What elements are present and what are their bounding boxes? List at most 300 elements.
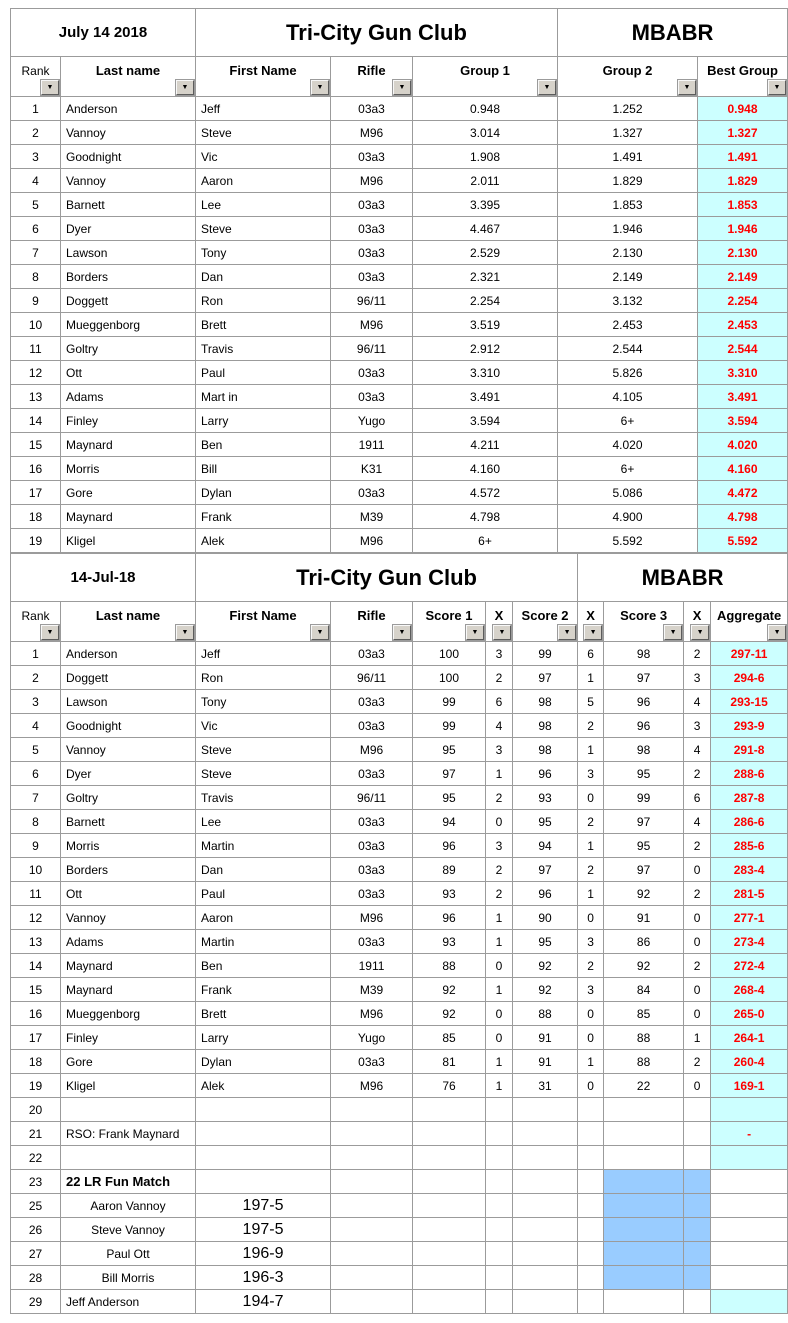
cell-group-1[interactable]: 2.321 <box>413 265 558 289</box>
cell-last-name[interactable]: Vannoy <box>61 738 196 762</box>
cell-rank[interactable]: 26 <box>11 1218 61 1242</box>
cell-rifle[interactable]: 03a3 <box>331 930 413 954</box>
cell-score-3[interactable]: 84 <box>604 978 684 1002</box>
cell-rank[interactable]: 19 <box>11 529 61 553</box>
cell-score-1[interactable]: 100 <box>413 642 486 666</box>
cell-score-3[interactable]: 92 <box>604 882 684 906</box>
cell-score-3[interactable]: 97 <box>604 810 684 834</box>
cell-last-name[interactable] <box>61 1146 196 1170</box>
cell-score-2[interactable]: 91 <box>513 1050 578 1074</box>
cell-x2[interactable]: 2 <box>578 714 604 738</box>
cell-x1[interactable]: 3 <box>486 738 513 762</box>
cell-rifle[interactable]: 96/11 <box>331 337 413 361</box>
cell-aggregate[interactable]: 288-6 <box>711 762 788 786</box>
cell-first-name[interactable]: Ben <box>196 433 331 457</box>
cell-rifle[interactable]: 03a3 <box>331 642 413 666</box>
cell-score-3[interactable] <box>604 1122 684 1146</box>
cell-rank[interactable]: 17 <box>11 481 61 505</box>
cell-last-name[interactable]: Aaron Vannoy <box>61 1194 196 1218</box>
filter-button[interactable] <box>176 625 194 640</box>
cell-score-2[interactable]: 91 <box>513 1026 578 1050</box>
cell-rifle[interactable] <box>331 1290 413 1314</box>
filter-button[interactable] <box>393 80 411 95</box>
cell-rifle[interactable]: 03a3 <box>331 762 413 786</box>
cell-x1[interactable]: 1 <box>486 906 513 930</box>
cell-aggregate[interactable] <box>711 1146 788 1170</box>
cell-score-2[interactable]: 95 <box>513 810 578 834</box>
cell-last-name[interactable]: Anderson <box>61 97 196 121</box>
cell-aggregate[interactable]: 260-4 <box>711 1050 788 1074</box>
cell-rank[interactable]: 2 <box>11 666 61 690</box>
cell-group-1[interactable]: 3.519 <box>413 313 558 337</box>
cell-score-1[interactable]: 92 <box>413 1002 486 1026</box>
cell-group-2[interactable]: 2.149 <box>558 265 698 289</box>
cell-score-1[interactable] <box>413 1098 486 1122</box>
cell-last-name[interactable]: Ott <box>61 882 196 906</box>
cell-aggregate[interactable]: 268-4 <box>711 978 788 1002</box>
column-header-rank[interactable] <box>11 57 61 97</box>
cell-last-name[interactable]: Morris <box>61 834 196 858</box>
filter-button[interactable] <box>311 80 329 95</box>
cell-rank[interactable]: 6 <box>11 217 61 241</box>
cell-x2[interactable] <box>578 1242 604 1266</box>
cell-score-3[interactable] <box>604 1242 684 1266</box>
filter-button[interactable] <box>493 625 511 640</box>
cell-rifle[interactable]: 96/11 <box>331 786 413 810</box>
cell-score-3[interactable]: 85 <box>604 1002 684 1026</box>
column-header-rifle[interactable] <box>331 602 413 642</box>
cell-score-1[interactable]: 89 <box>413 858 486 882</box>
cell-score-3[interactable] <box>604 1146 684 1170</box>
cell-x3[interactable]: 2 <box>684 1050 711 1074</box>
cell-x1[interactable] <box>486 1170 513 1194</box>
cell-x3[interactable]: 4 <box>684 738 711 762</box>
cell-x3[interactable]: 0 <box>684 906 711 930</box>
cell-best-group[interactable]: 3.491 <box>698 385 788 409</box>
cell-x1[interactable] <box>486 1098 513 1122</box>
cell-x2[interactable]: 5 <box>578 690 604 714</box>
cell-group-1[interactable]: 4.467 <box>413 217 558 241</box>
cell-group-2[interactable]: 3.132 <box>558 289 698 313</box>
cell-group-1[interactable]: 0.948 <box>413 97 558 121</box>
column-header-best-group[interactable] <box>698 57 788 97</box>
cell-last-name[interactable]: Bill Morris <box>61 1266 196 1290</box>
cell-rifle[interactable]: M39 <box>331 505 413 529</box>
cell-score-1[interactable]: 99 <box>413 690 486 714</box>
cell-group-2[interactable]: 4.105 <box>558 385 698 409</box>
cell-score-2[interactable]: 99 <box>513 642 578 666</box>
cell-group-2[interactable]: 1.327 <box>558 121 698 145</box>
column-header-score-1[interactable] <box>413 602 486 642</box>
cell-x2[interactable] <box>578 1122 604 1146</box>
cell-score-2[interactable]: 93 <box>513 786 578 810</box>
cell-group-1[interactable]: 4.572 <box>413 481 558 505</box>
cell-rifle[interactable] <box>331 1218 413 1242</box>
cell-last-name[interactable]: Maynard <box>61 978 196 1002</box>
cell-x2[interactable]: 0 <box>578 1026 604 1050</box>
cell-score-1[interactable] <box>413 1218 486 1242</box>
cell-rifle[interactable]: 1911 <box>331 433 413 457</box>
cell-aggregate[interactable]: - <box>711 1122 788 1146</box>
cell-x3[interactable] <box>684 1218 711 1242</box>
cell-x1[interactable]: 0 <box>486 1026 513 1050</box>
cell-first-name[interactable]: Paul <box>196 361 331 385</box>
cell-first-name[interactable]: Ron <box>196 666 331 690</box>
cell-rank[interactable]: 12 <box>11 361 61 385</box>
cell-rifle[interactable]: 03a3 <box>331 193 413 217</box>
column-header-x3[interactable] <box>684 602 711 642</box>
column-header-group-2[interactable] <box>558 57 698 97</box>
cell-last-name[interactable]: Ott <box>61 361 196 385</box>
cell-group-2[interactable]: 6+ <box>558 409 698 433</box>
cell-group-2[interactable]: 5.592 <box>558 529 698 553</box>
cell-score-2[interactable] <box>513 1242 578 1266</box>
cell-last-name[interactable]: Dyer <box>61 217 196 241</box>
cell-rank[interactable]: 14 <box>11 409 61 433</box>
cell-x2[interactable]: 0 <box>578 1074 604 1098</box>
cell-last-name[interactable]: Mueggenborg <box>61 313 196 337</box>
filter-button[interactable] <box>176 80 194 95</box>
cell-first-name[interactable]: Steve <box>196 762 331 786</box>
cell-group-2[interactable]: 1.252 <box>558 97 698 121</box>
cell-aggregate[interactable] <box>711 1098 788 1122</box>
cell-group-1[interactable]: 4.160 <box>413 457 558 481</box>
cell-best-group[interactable]: 4.020 <box>698 433 788 457</box>
cell-last-name[interactable]: Goodnight <box>61 714 196 738</box>
cell-last-name[interactable]: Kligel <box>61 1074 196 1098</box>
cell-rank[interactable]: 12 <box>11 906 61 930</box>
cell-score-1[interactable]: 97 <box>413 762 486 786</box>
filter-button[interactable] <box>691 625 709 640</box>
cell-x1[interactable]: 4 <box>486 714 513 738</box>
cell-best-group[interactable]: 2.254 <box>698 289 788 313</box>
cell-group-1[interactable]: 3.594 <box>413 409 558 433</box>
cell-score-3[interactable]: 86 <box>604 930 684 954</box>
cell-score-1[interactable]: 99 <box>413 714 486 738</box>
cell-last-name[interactable]: Maynard <box>61 505 196 529</box>
cell-rank[interactable]: 18 <box>11 505 61 529</box>
column-header-last-name[interactable] <box>61 602 196 642</box>
cell-aggregate[interactable]: 277-1 <box>711 906 788 930</box>
cell-last-name[interactable]: Lawson <box>61 241 196 265</box>
cell-last-name[interactable]: Gore <box>61 1050 196 1074</box>
cell-group-1[interactable]: 3.395 <box>413 193 558 217</box>
cell-last-name[interactable]: Maynard <box>61 433 196 457</box>
cell-score-3[interactable]: 97 <box>604 858 684 882</box>
cell-first-name[interactable]: Alek <box>196 529 331 553</box>
cell-score-1[interactable]: 95 <box>413 738 486 762</box>
cell-score-3[interactable]: 98 <box>604 642 684 666</box>
cell-last-name[interactable] <box>61 1098 196 1122</box>
cell-group-1[interactable]: 4.211 <box>413 433 558 457</box>
cell-score-3[interactable]: 88 <box>604 1026 684 1050</box>
cell-x2[interactable]: 3 <box>578 762 604 786</box>
cell-first-name[interactable]: Tony <box>196 690 331 714</box>
filter-button[interactable] <box>768 625 786 640</box>
cell-last-name[interactable]: RSO: Frank Maynard <box>61 1122 196 1146</box>
cell-last-name[interactable]: Goltry <box>61 786 196 810</box>
cell-best-group[interactable]: 3.594 <box>698 409 788 433</box>
cell-rifle[interactable]: 03a3 <box>331 361 413 385</box>
cell-x3[interactable]: 2 <box>684 834 711 858</box>
cell-x2[interactable]: 0 <box>578 786 604 810</box>
cell-aggregate[interactable]: 297-11 <box>711 642 788 666</box>
cell-last-name[interactable]: Adams <box>61 385 196 409</box>
cell-last-name[interactable]: Finley <box>61 1026 196 1050</box>
cell-last-name[interactable]: Goodnight <box>61 145 196 169</box>
cell-x3[interactable] <box>684 1098 711 1122</box>
cell-last-name[interactable]: Doggett <box>61 666 196 690</box>
cell-score-3[interactable]: 97 <box>604 666 684 690</box>
cell-x1[interactable]: 3 <box>486 834 513 858</box>
cell-x1[interactable]: 2 <box>486 858 513 882</box>
cell-x2[interactable]: 0 <box>578 1002 604 1026</box>
cell-first-name[interactable]: Vic <box>196 714 331 738</box>
cell-rank[interactable]: 1 <box>11 642 61 666</box>
cell-last-name[interactable]: Dyer <box>61 762 196 786</box>
cell-group-1[interactable]: 2.011 <box>413 169 558 193</box>
cell-rifle[interactable]: 03a3 <box>331 97 413 121</box>
column-header-last-name[interactable] <box>61 57 196 97</box>
cell-score-1[interactable]: 95 <box>413 786 486 810</box>
column-header-rank[interactable] <box>11 602 61 642</box>
filter-button[interactable] <box>538 80 556 95</box>
cell-x3[interactable]: 0 <box>684 978 711 1002</box>
cell-best-group[interactable]: 1.829 <box>698 169 788 193</box>
cell-x2[interactable]: 1 <box>578 666 604 690</box>
cell-last-name[interactable]: Vannoy <box>61 121 196 145</box>
cell-group-1[interactable]: 2.912 <box>413 337 558 361</box>
cell-score-3[interactable] <box>604 1170 684 1194</box>
cell-aggregate[interactable] <box>711 1242 788 1266</box>
cell-last-name[interactable]: Doggett <box>61 289 196 313</box>
column-header-rifle[interactable] <box>331 57 413 97</box>
cell-x2[interactable]: 1 <box>578 738 604 762</box>
cell-group-2[interactable]: 5.826 <box>558 361 698 385</box>
cell-rank[interactable]: 8 <box>11 810 61 834</box>
cell-first-name[interactable]: Frank <box>196 978 331 1002</box>
cell-first-name[interactable]: Martin <box>196 834 331 858</box>
filter-button[interactable] <box>466 625 484 640</box>
cell-aggregate[interactable]: 264-1 <box>711 1026 788 1050</box>
cell-first-name[interactable]: Mart in <box>196 385 331 409</box>
cell-x3[interactable]: 2 <box>684 954 711 978</box>
cell-last-name[interactable]: Kligel <box>61 529 196 553</box>
cell-group-1[interactable]: 2.529 <box>413 241 558 265</box>
cell-x3[interactable]: 2 <box>684 762 711 786</box>
cell-last-name[interactable]: Vannoy <box>61 169 196 193</box>
cell-best-group[interactable]: 5.592 <box>698 529 788 553</box>
cell-x1[interactable]: 1 <box>486 1074 513 1098</box>
cell-fun-match-score[interactable]: 197-5 <box>196 1218 331 1242</box>
cell-x1[interactable]: 2 <box>486 882 513 906</box>
cell-rank[interactable]: 11 <box>11 882 61 906</box>
cell-best-group[interactable]: 4.472 <box>698 481 788 505</box>
cell-rank[interactable]: 27 <box>11 1242 61 1266</box>
cell-aggregate[interactable] <box>711 1170 788 1194</box>
cell-x3[interactable]: 0 <box>684 1074 711 1098</box>
cell-aggregate[interactable]: 294-6 <box>711 666 788 690</box>
cell-score-2[interactable]: 94 <box>513 834 578 858</box>
cell-aggregate[interactable] <box>711 1218 788 1242</box>
cell-score-1[interactable]: 93 <box>413 930 486 954</box>
cell-score-1[interactable] <box>413 1170 486 1194</box>
cell-group-2[interactable]: 5.086 <box>558 481 698 505</box>
cell-score-3[interactable]: 92 <box>604 954 684 978</box>
cell-last-name[interactable]: Borders <box>61 265 196 289</box>
cell-first-name[interactable]: Steve <box>196 217 331 241</box>
cell-rank[interactable]: 14 <box>11 954 61 978</box>
cell-rifle[interactable]: M96 <box>331 169 413 193</box>
cell-x1[interactable]: 1 <box>486 930 513 954</box>
cell-score-1[interactable]: 85 <box>413 1026 486 1050</box>
cell-rifle[interactable]: 03a3 <box>331 241 413 265</box>
column-header-first-name[interactable] <box>196 602 331 642</box>
cell-first-name[interactable]: Bill <box>196 457 331 481</box>
cell-x1[interactable] <box>486 1194 513 1218</box>
cell-rifle[interactable]: 03a3 <box>331 858 413 882</box>
cell-score-1[interactable]: 81 <box>413 1050 486 1074</box>
cell-score-2[interactable] <box>513 1290 578 1314</box>
cell-group-1[interactable]: 3.310 <box>413 361 558 385</box>
cell-score-2[interactable]: 97 <box>513 666 578 690</box>
cell-rifle[interactable]: M96 <box>331 1002 413 1026</box>
cell-rifle[interactable] <box>331 1098 413 1122</box>
column-header-x1[interactable] <box>486 602 513 642</box>
cell-x2[interactable]: 1 <box>578 834 604 858</box>
cell-fun-match-score[interactable]: 196-3 <box>196 1266 331 1290</box>
filter-button[interactable] <box>768 80 786 95</box>
cell-last-name[interactable]: Gore <box>61 481 196 505</box>
cell-group-1[interactable]: 4.798 <box>413 505 558 529</box>
cell-fun-match-score[interactable] <box>196 1122 331 1146</box>
cell-aggregate[interactable]: 293-9 <box>711 714 788 738</box>
cell-first-name[interactable]: Ben <box>196 954 331 978</box>
cell-best-group[interactable]: 1.946 <box>698 217 788 241</box>
cell-rank[interactable]: 21 <box>11 1122 61 1146</box>
cell-rank[interactable]: 10 <box>11 858 61 882</box>
cell-rifle[interactable]: 96/11 <box>331 289 413 313</box>
cell-rifle[interactable]: 03a3 <box>331 834 413 858</box>
cell-x3[interactable]: 1 <box>684 1026 711 1050</box>
cell-rank[interactable]: 20 <box>11 1098 61 1122</box>
cell-score-2[interactable]: 98 <box>513 714 578 738</box>
cell-x2[interactable] <box>578 1170 604 1194</box>
cell-best-group[interactable]: 3.310 <box>698 361 788 385</box>
cell-aggregate[interactable] <box>711 1290 788 1314</box>
cell-x1[interactable] <box>486 1266 513 1290</box>
filter-button[interactable] <box>678 80 696 95</box>
cell-x1[interactable] <box>486 1218 513 1242</box>
cell-x2[interactable] <box>578 1098 604 1122</box>
cell-x2[interactable]: 1 <box>578 882 604 906</box>
cell-x3[interactable] <box>684 1242 711 1266</box>
column-header-aggregate[interactable] <box>711 602 788 642</box>
cell-rank[interactable]: 16 <box>11 457 61 481</box>
cell-best-group[interactable]: 1.327 <box>698 121 788 145</box>
cell-score-1[interactable] <box>413 1290 486 1314</box>
cell-first-name[interactable]: Travis <box>196 786 331 810</box>
cell-score-3[interactable] <box>604 1194 684 1218</box>
cell-x2[interactable]: 2 <box>578 858 604 882</box>
cell-last-name[interactable]: Anderson <box>61 642 196 666</box>
cell-first-name[interactable]: Lee <box>196 193 331 217</box>
table2-date-title[interactable]: 14-Jul-18 <box>11 554 196 602</box>
cell-fun-match-score[interactable] <box>196 1098 331 1122</box>
cell-aggregate[interactable]: 272-4 <box>711 954 788 978</box>
cell-last-name[interactable]: Adams <box>61 930 196 954</box>
cell-rank[interactable]: 23 <box>11 1170 61 1194</box>
filter-button[interactable] <box>311 625 329 640</box>
cell-score-2[interactable]: 96 <box>513 882 578 906</box>
cell-aggregate[interactable]: 287-8 <box>711 786 788 810</box>
cell-score-1[interactable]: 76 <box>413 1074 486 1098</box>
cell-x2[interactable] <box>578 1290 604 1314</box>
cell-last-name[interactable]: Barnett <box>61 810 196 834</box>
cell-rifle[interactable]: Yugo <box>331 1026 413 1050</box>
cell-score-1[interactable]: 93 <box>413 882 486 906</box>
cell-rank[interactable]: 28 <box>11 1266 61 1290</box>
cell-rifle[interactable]: 03a3 <box>331 810 413 834</box>
filter-button[interactable] <box>584 625 602 640</box>
cell-rifle[interactable]: M39 <box>331 978 413 1002</box>
column-header-score-2[interactable] <box>513 602 578 642</box>
cell-rank[interactable]: 22 <box>11 1146 61 1170</box>
cell-first-name[interactable]: Travis <box>196 337 331 361</box>
cell-score-2[interactable]: 92 <box>513 978 578 1002</box>
cell-x2[interactable] <box>578 1146 604 1170</box>
cell-x1[interactable]: 1 <box>486 978 513 1002</box>
cell-x2[interactable]: 6 <box>578 642 604 666</box>
cell-x1[interactable]: 1 <box>486 762 513 786</box>
cell-first-name[interactable]: Larry <box>196 1026 331 1050</box>
table1-match-title[interactable]: MBABR <box>558 9 788 57</box>
cell-x1[interactable] <box>486 1146 513 1170</box>
cell-group-1[interactable]: 1.908 <box>413 145 558 169</box>
cell-aggregate[interactable]: 265-0 <box>711 1002 788 1026</box>
cell-score-3[interactable] <box>604 1098 684 1122</box>
cell-score-1[interactable]: 96 <box>413 906 486 930</box>
cell-score-1[interactable] <box>413 1122 486 1146</box>
cell-fun-match-score[interactable] <box>196 1146 331 1170</box>
cell-first-name[interactable]: Aaron <box>196 169 331 193</box>
cell-fun-match-score[interactable]: 194-7 <box>196 1290 331 1314</box>
cell-rank[interactable]: 2 <box>11 121 61 145</box>
cell-best-group[interactable]: 4.798 <box>698 505 788 529</box>
cell-score-3[interactable]: 95 <box>604 762 684 786</box>
cell-fun-match-score[interactable] <box>196 1170 331 1194</box>
cell-rank[interactable]: 3 <box>11 145 61 169</box>
cell-score-2[interactable] <box>513 1122 578 1146</box>
cell-score-1[interactable] <box>413 1266 486 1290</box>
cell-first-name[interactable]: Lee <box>196 810 331 834</box>
cell-x3[interactable] <box>684 1170 711 1194</box>
cell-x1[interactable] <box>486 1122 513 1146</box>
cell-rifle[interactable]: 03a3 <box>331 1050 413 1074</box>
cell-score-2[interactable]: 96 <box>513 762 578 786</box>
cell-x2[interactable]: 3 <box>578 930 604 954</box>
cell-aggregate[interactable] <box>711 1266 788 1290</box>
cell-rank[interactable]: 4 <box>11 169 61 193</box>
cell-x3[interactable] <box>684 1146 711 1170</box>
cell-x3[interactable] <box>684 1122 711 1146</box>
cell-first-name[interactable]: Ron <box>196 289 331 313</box>
cell-rifle[interactable]: 03a3 <box>331 385 413 409</box>
cell-first-name[interactable]: Brett <box>196 1002 331 1026</box>
cell-group-1[interactable]: 2.254 <box>413 289 558 313</box>
cell-x1[interactable]: 0 <box>486 1002 513 1026</box>
cell-rifle[interactable]: M96 <box>331 121 413 145</box>
